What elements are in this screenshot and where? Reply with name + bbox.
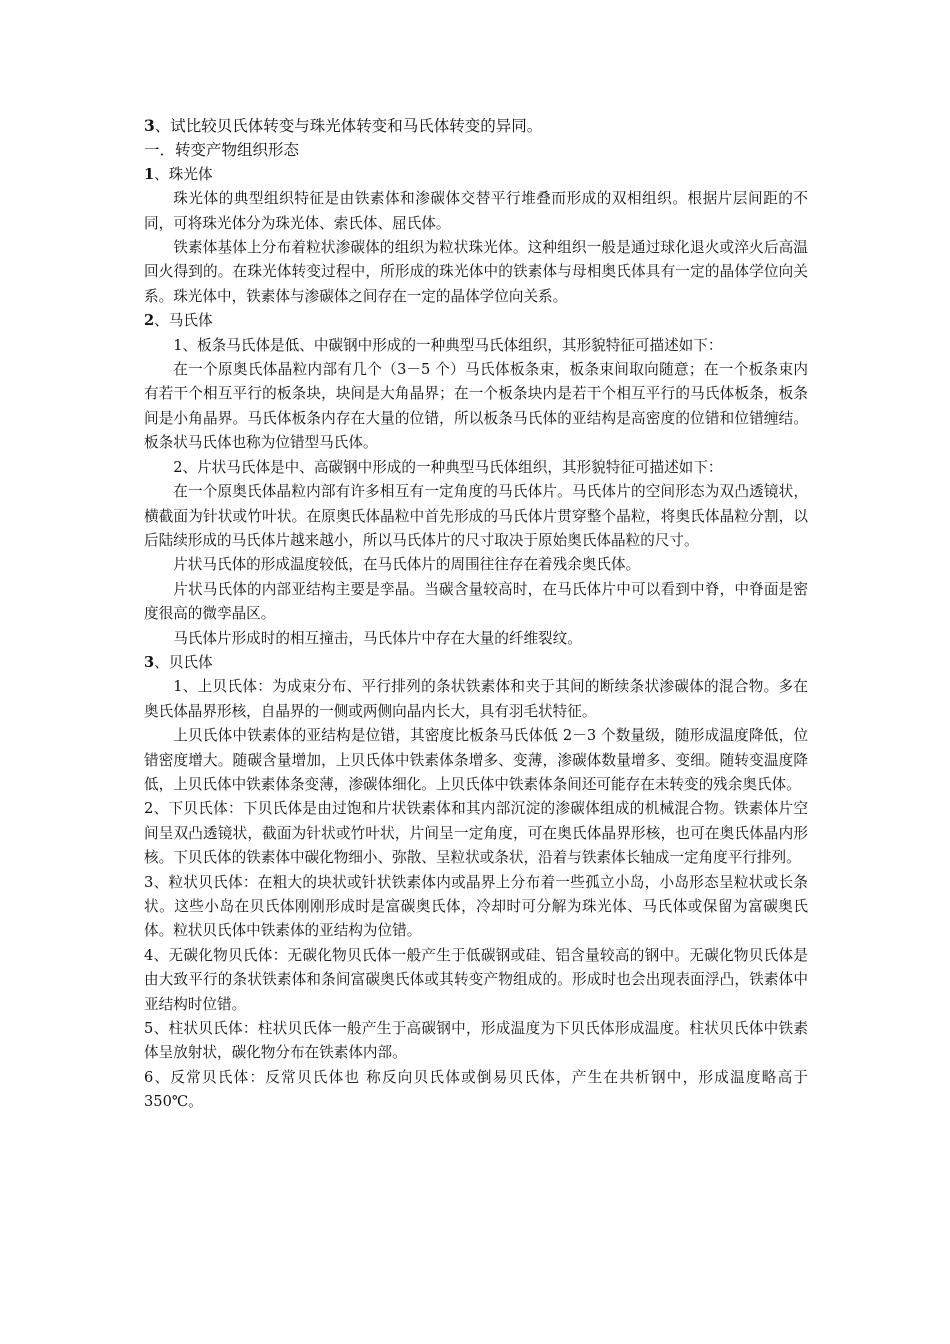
heading-number: 1 (144, 165, 155, 183)
paragraph: 在一个原奥氏体晶粒内部有许多相互有一定角度的马氏体片。马氏体片的空间形态为双凸透镜状，横截面为针状或竹叶状。在原奥氏体晶粒中首先形成的马氏体片贯穿整个晶粒，将奥氏体晶粒分割，以后陆续形成的马氏体片越来越小，所以马氏体片的尺寸取决于原始奥氏体晶粒的尺寸。 (144, 483, 808, 549)
paragraph: 2、下贝氏体：下贝氏体是由过饱和片状铁素体和其内部沉淀的渗碳体组成的机械混合物。铁素体片空间呈双凸透镜状，截面为针状或竹叶状，片间呈一定角度，可在奥氏体晶界形核，也可在奥氏体晶内形核。下贝氏体的铁素体中碳化物细小、弥散、呈粒状或条状，沿着与铁素体长轴成一定角度平行排列。 (144, 800, 808, 867)
paragraph: 2、片状马氏体是中、高碳钢中形成的一种典型马氏体组织，其形貌特征可描述如下： (173, 458, 723, 476)
question-title (144, 114, 808, 138)
heading-text: 、马氏体 (154, 312, 213, 330)
paragraph: 片状马氏体的形成温度较低，在马氏体片的周围往往存在着残余奥氏体。 (173, 556, 641, 574)
paragraph: 1、板条马氏体是低、中碳钢中形成的一种典型马氏体组织，其形貌特征可描述如下： (173, 336, 723, 354)
paragraph: 马氏体片形成时的相互撞击，马氏体片中存在大量的纤维裂纹。 (173, 629, 582, 647)
question-text: 、试比较贝氏体转变与珠光体转变和马氏体转变的异同。 (154, 117, 543, 135)
paragraph: 铁素体基体上分布着粒状渗碳体的组织为粒状珠光体。这种组织一般是通过球化退火或淬火后高温回火得到的。在珠光体转变过程中，所形成的珠光体中的铁素体与母相奥氏体具有一定的晶体学位向关系。珠光体中，铁素体与渗碳体之间存在一定的晶体学位向关系。 (144, 239, 808, 305)
heading-pearlite (144, 163, 808, 187)
paragraph: 上贝氏体中铁素体的亚结构是位错，其密度比板条马氏体低 2－3 个数量级，随形成温度降低，位错密度增大。随碳含量增加，上贝氏体中铁素体条增多、变薄，渗碳体数量增多、变细。随转变温度降低，上贝氏体中铁素体条变薄，渗碳体细化。上贝氏体中铁素体条间还可能存在未转变的残余奥氏体。 (144, 727, 808, 793)
heading-martensite (144, 309, 808, 333)
paragraph: 1、上贝氏体：为成束分布、平行排列的条状铁素体和夹于其间的断续条状渗碳体的混合物。多在奥氏体晶界形核，自晶界的一侧或两侧向晶内长大，具有羽毛状特征。 (144, 678, 808, 720)
paragraph: 5、柱状贝氏体：柱状贝氏体一般产生于高碳钢中，形成温度为下贝氏体形成温度。柱状贝氏体中铁素体呈放射状，碳化物分布在铁素体内部。 (144, 1020, 808, 1062)
heading-text: 、贝氏体 (154, 653, 213, 671)
paragraph: 6、反常贝氏体：反常贝氏体也 称反向贝氏体或倒易贝氏体，产生在共析钢中，形成温度略高于 350℃。 (144, 1068, 808, 1111)
paragraph: 3、粒状贝氏体：在粗大的块状或针状铁素体内或晶界上分布着一些孤立小岛，小岛形态呈粒状或长条状。这些小岛在贝氏体刚刚形成时是富碳奥氏体，冷却时可分解为珠光体、马氏体或保留为富碳奥氏体。粒状贝氏体中铁素体的亚结构为位错。 (144, 873, 808, 940)
heading-number: 2 (144, 312, 155, 330)
paragraph: 珠光体的典型组织特征是由铁素体和渗碳体交替平行堆叠而形成的双相组织。根据片层间距的不同，可将珠光体分为珠光体、索氏体、屈氏体。 (144, 190, 808, 232)
paragraph: 4、无碳化物贝氏体：无碳化物贝氏体一般产生于低碳钢或硅、铝含量较高的钢中。无碳化物贝氏体是由大致平行的条状铁素体和条间富碳奥氏体或其转变产物组成的。形成时也会出现表面浮凸，铁素体中亚结构时位错。 (144, 946, 808, 1013)
document-page (144, 114, 808, 1115)
section-heading: 一．转变产物组织形态 (144, 141, 300, 160)
paragraph: 片状马氏体的内部亚结构主要是孪晶。当碳含量较高时，在马氏体片中可以看到中脊，中脊面是密度很高的微孪晶区。 (144, 580, 808, 623)
heading-bainite (144, 651, 808, 675)
heading-text: 、珠光体 (154, 165, 213, 183)
heading-number: 3 (144, 653, 155, 671)
paragraph: 在一个原奥氏体晶粒内部有几个（3－5 个）马氏体板条束，板条束间取向随意；在一个板条束内有若干个相互平行的板条块，块间是大角晶界；在一个板条块内是若干个相互平行的马氏体板条，板条间是小角晶界。马氏体板条内存在大量的位错，所以板条马氏体的亚结构是高密度的位错和位错缠结。板条状马氏体也称为位错型马氏体。 (144, 361, 808, 452)
question-number: 3 (144, 116, 155, 135)
